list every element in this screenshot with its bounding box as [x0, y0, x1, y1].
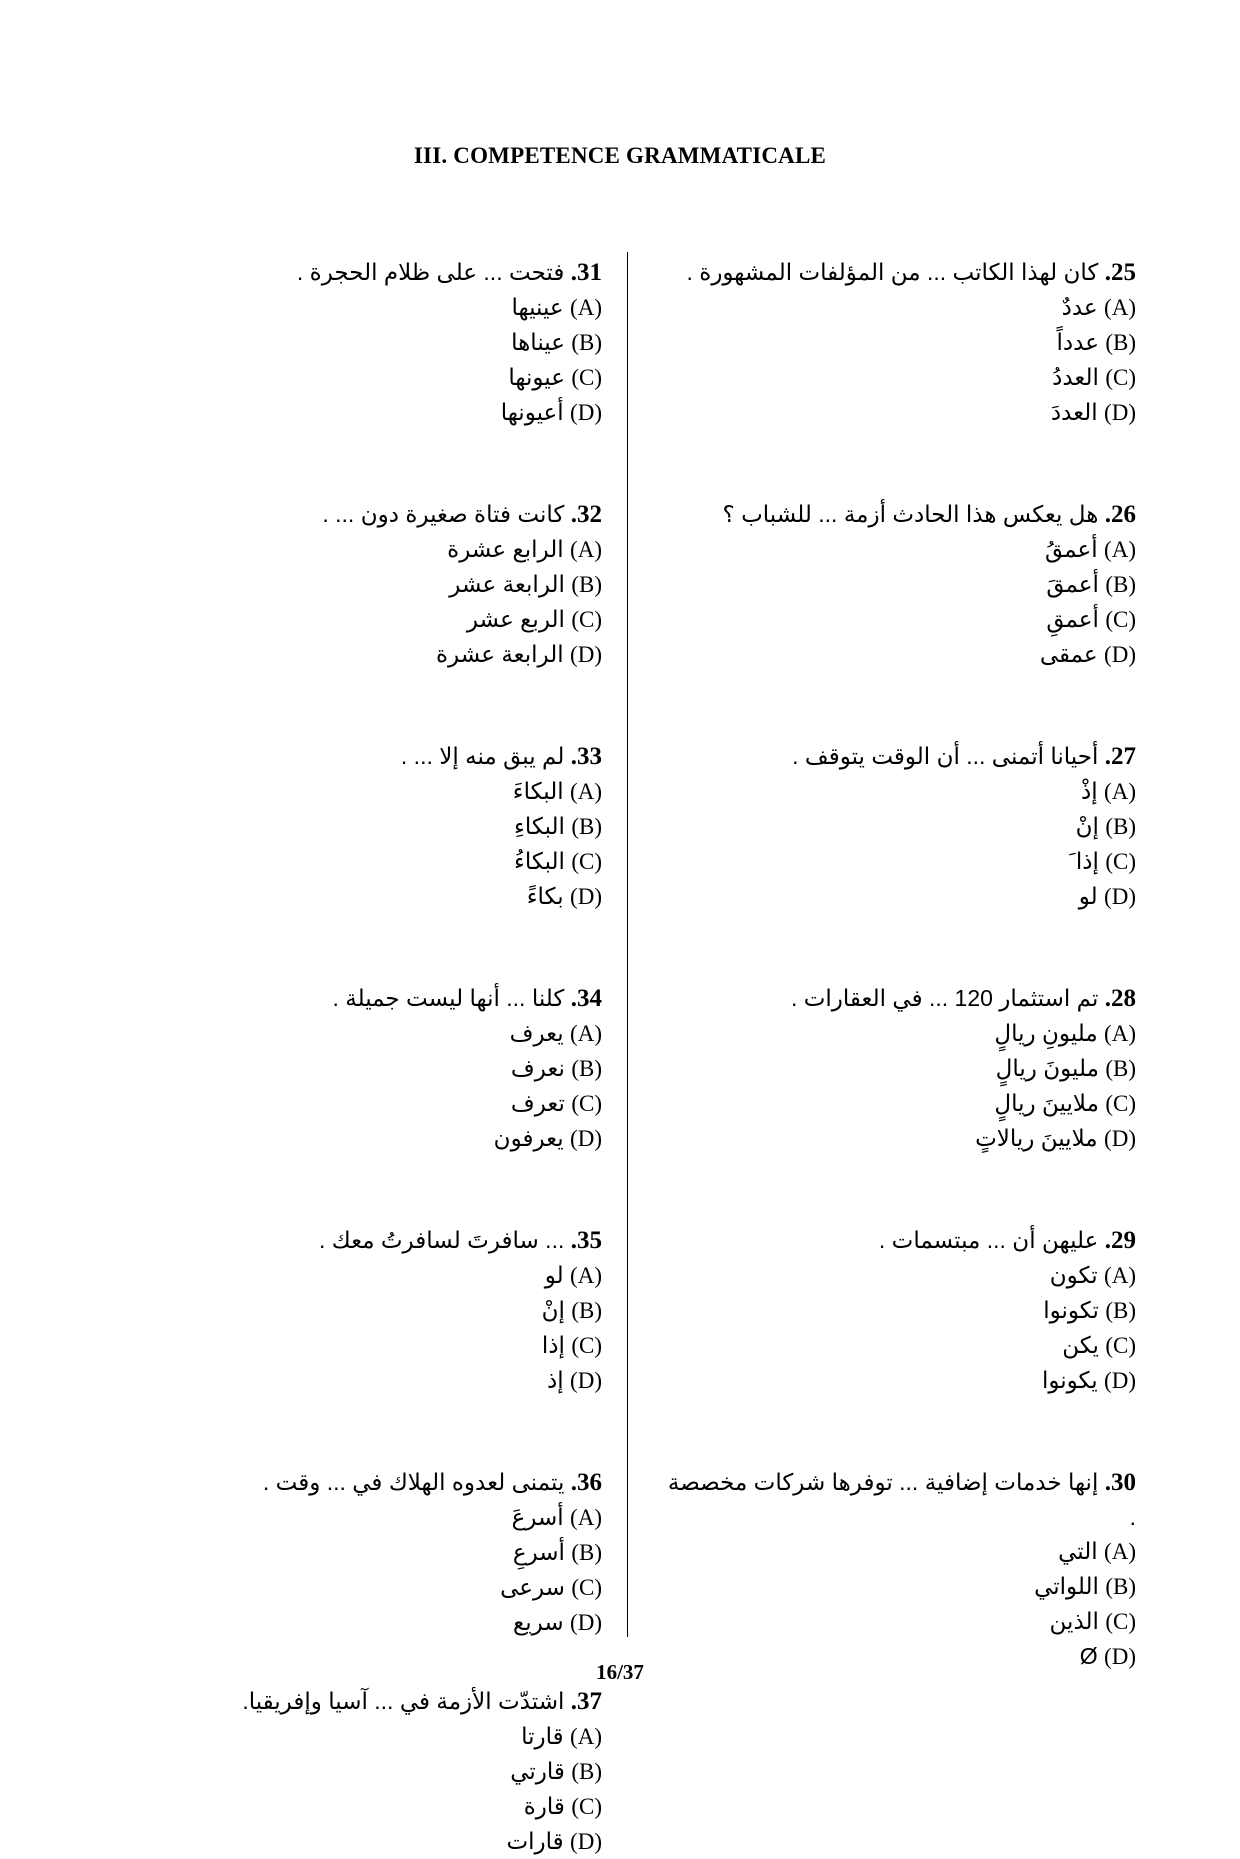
option-b: (B) قارتي: [510, 1758, 602, 1784]
option-d: (D) قارات: [506, 1828, 602, 1854]
option-a: (A) التي: [1058, 1538, 1136, 1564]
question-number: 35.: [570, 1227, 602, 1254]
question-number: 30.: [1104, 1469, 1136, 1496]
option-b: (B) تكونوا: [1043, 1297, 1136, 1323]
option-d: (D) لو: [1078, 883, 1136, 909]
question-number: 33.: [570, 743, 602, 770]
option-a: (A) عينيها: [511, 294, 602, 320]
question-stem: يتمنى لعدوه الهلاك في ... وقت .: [262, 1469, 565, 1495]
question-number: 27.: [1104, 743, 1136, 770]
option-b: (B) عدداً: [1056, 329, 1136, 355]
option-c: (C) تعرف: [510, 1090, 602, 1116]
question-31: [230, 255, 602, 430]
question-25: [660, 255, 1136, 430]
option-b: (B) مليونَ ريالٍ: [995, 1055, 1136, 1081]
question-28: [660, 981, 1136, 1156]
option-d: (D) عمقى: [1039, 641, 1136, 667]
option-c: (C) إذا َ: [1069, 848, 1136, 874]
option-d: (D) إذ: [547, 1367, 602, 1393]
option-a: (A) الرابع عشرة: [447, 536, 602, 562]
option-d: (D) يكونوا: [1041, 1367, 1136, 1393]
option-c: (C) يكن: [1062, 1332, 1136, 1358]
option-a: (A) مليونِ ريالٍ: [994, 1020, 1136, 1046]
option-d: (D) ملايينَ ريالاتٍ: [975, 1125, 1136, 1151]
option-d: (D) أعيونها: [500, 399, 602, 425]
option-a: (A) إذْ: [1081, 778, 1136, 804]
option-c: (C) أعمقِ: [1046, 606, 1136, 632]
option-b: (B) نعرف: [510, 1055, 602, 1081]
option-c: (C) قارة: [523, 1793, 602, 1819]
question-stem: كلنا ... أنها ليست جميلة .: [332, 985, 565, 1011]
question-number: 26.: [1104, 501, 1136, 528]
option-d: (D) العددَ: [1050, 399, 1136, 425]
question-stem: اشتدّت الأزمة في ... آسيا وإفريقيا.: [242, 1688, 565, 1714]
question-34: [230, 981, 602, 1156]
question-number: 32.: [570, 501, 602, 528]
option-d: (D) الرابعة عشرة: [435, 641, 602, 667]
question-stem: إنها خدمات إضافية ... توفرها شركات مخصصة .: [667, 1469, 1136, 1530]
option-d: (D) سريع: [513, 1609, 602, 1635]
option-b: (B) اللواتي: [1034, 1573, 1136, 1599]
option-d: (D) بكاءً: [526, 883, 602, 909]
option-a: (A) أعمقُ: [1045, 536, 1136, 562]
question-stem: أحيانا أتمنى ... أن الوقت يتوقف .: [792, 743, 1099, 769]
option-a: (A) تكون: [1049, 1262, 1136, 1288]
left-column: [230, 255, 602, 1859]
option-a: (A) البكاءَ: [512, 778, 602, 804]
option-a: (A) أسرعَ: [511, 1504, 602, 1530]
page-number: 16/37: [596, 1660, 644, 1684]
question-stem: لم يبق منه إلا ... .: [400, 743, 565, 769]
option-a: (A) عددٌ: [1061, 294, 1136, 320]
option-d: (D) يعرفون: [493, 1125, 602, 1151]
question-36: [230, 1465, 602, 1640]
question-32: [230, 497, 602, 672]
question-stem: فتحت ... على ظلام الحجرة .: [296, 259, 565, 285]
question-stem: هل يعكس هذا الحادث أزمة ... للشباب ؟: [722, 501, 1099, 527]
question-27: [660, 739, 1136, 914]
question-stem: كانت فتاة صغيرة دون ... .: [322, 501, 565, 527]
question-35: [230, 1223, 602, 1398]
question-33: [230, 739, 602, 914]
option-b: (B) البكاءِ: [514, 813, 602, 839]
question-number: 34.: [570, 985, 602, 1012]
option-a: (A) قارتا: [521, 1723, 602, 1749]
column-divider: [627, 252, 628, 1637]
question-number: 37.: [570, 1688, 602, 1715]
option-a: (A) لو: [544, 1262, 602, 1288]
option-b: (B) إنْ: [1075, 813, 1136, 839]
question-29: [660, 1223, 1136, 1398]
option-c: (C) عيونها: [508, 364, 602, 390]
section-title: III. COMPETENCE GRAMMATICALE: [413, 143, 827, 168]
question-stem: تم استثمار 120 ... في العقارات .: [790, 985, 1099, 1011]
option-c: (C) البكاءُ: [514, 848, 602, 874]
question-30: [660, 1465, 1136, 1674]
question-stem: عليهن أن ... مبتسمات .: [878, 1227, 1099, 1253]
question-26: [660, 497, 1136, 672]
question-number: 31.: [570, 259, 602, 286]
option-d: (D) Ø: [1079, 1643, 1136, 1669]
option-c: (C) إذا: [541, 1332, 602, 1358]
option-c: (C) سرعى: [500, 1574, 602, 1600]
option-c: (C) ملايينَ ريالٍ: [994, 1090, 1136, 1116]
option-a: (A) يعرف: [509, 1020, 602, 1046]
question-number: 29.: [1104, 1227, 1136, 1254]
option-b: (B) إنْ: [541, 1297, 602, 1323]
question-number: 28.: [1104, 985, 1136, 1012]
option-c: (C) الربع عشر: [466, 606, 602, 632]
question-stem: كان لهذا الكاتب ... من المؤلفات المشهورة .: [686, 259, 1099, 285]
question-37: [230, 1684, 602, 1859]
question-number: 25.: [1104, 259, 1136, 286]
question-stem: ... سافرتَ لسافرتُ معك .: [318, 1227, 565, 1253]
option-c: (C) العددُ: [1052, 364, 1136, 390]
question-number: 36.: [570, 1469, 602, 1496]
option-b: (B) الرابعة عشر: [449, 571, 602, 597]
option-c: (C) الذين: [1049, 1608, 1136, 1634]
option-b: (B) أعمقَ: [1046, 571, 1136, 597]
right-column: [660, 255, 1136, 1674]
option-b: (B) عيناها: [511, 329, 602, 355]
option-b: (B) أسرعِ: [512, 1539, 602, 1565]
